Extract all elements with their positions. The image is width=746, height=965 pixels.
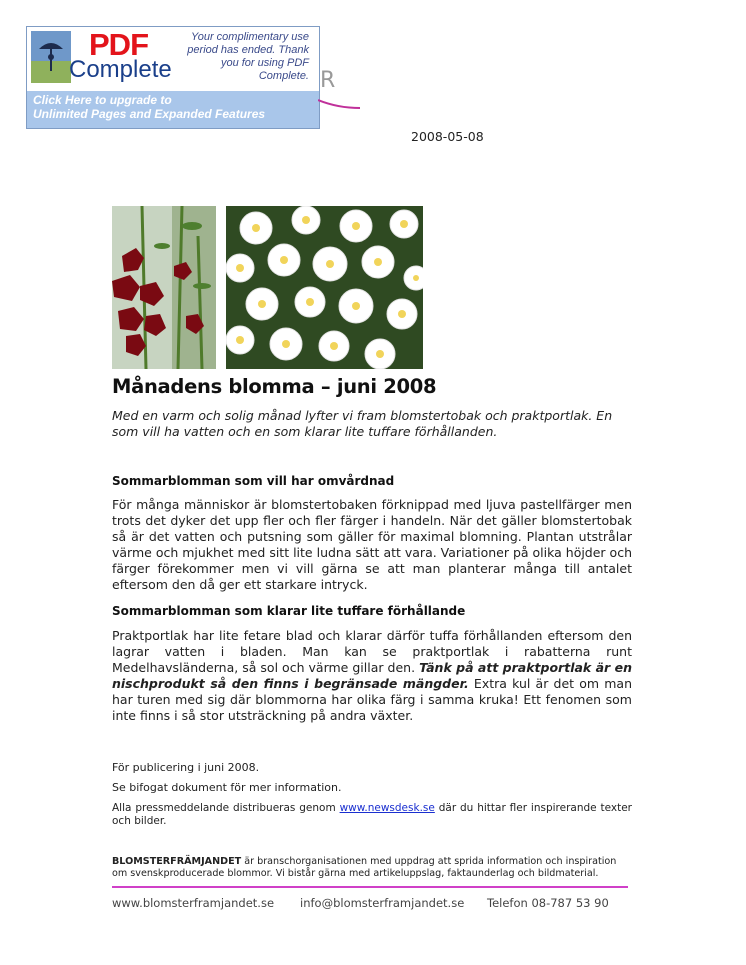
publication-note: För publicering i juni 2008.: [112, 761, 260, 774]
banner-complete-label: Complete: [69, 56, 172, 83]
banner-logo-icon: [31, 31, 71, 83]
banner-message: Your complimentary use period has ended. Thank you for using PDF Complete.: [187, 31, 309, 82]
upgrade-banner[interactable]: [26, 26, 320, 129]
organization-text: är branschorganisationen med uppdrag att sprida information och inspiration om svenskproducerade blommor. Vi bistår gärna med artikeluppslag, faktaunderlag och bildmaterial.: [112, 856, 617, 879]
footer-phone: Telefon 08-787 53 90: [487, 896, 609, 910]
press-note: [112, 802, 632, 828]
lead-paragraph: Med en varm och solig månad lyfter vi fram blomstertobak och praktportlak. En som vill ha vatten och en som klarar lite tuffare förhållanden.: [112, 408, 613, 439]
header-logo-fragment: R: [320, 68, 336, 93]
newsdesk-link[interactable]: www.newsdesk.se: [339, 802, 435, 814]
section2-body-end: Extra kul är det om man har turen med sig där blommorna har olika färg i samma kruka! Ett fenomen som inte finns i så stor utsträckning på andra växter.: [112, 676, 632, 723]
section1-body: För många människor är blomstertobaken förknippad med ljuva pastellfärger men trots det dyker det upp fler och fler färger i handeln. När det gäller blomstertobak så är det vatten och putsning som gäller för maximal blomning. Plantan utstrålar värme och mjukhet med sitt lite ludna sätt att vara. Variationer på olika höjder och färger förekommer men vi vill gärna se att man planterar många till antalet eftersom den då ger ett starkare intryck.: [112, 497, 632, 592]
section2-heading: Sommarblomman som klarar lite tuffare förhållande: [112, 604, 466, 618]
upgrade-link-line2[interactable]: Unlimited Pages and Expanded Features: [33, 107, 266, 121]
praktportlak-photo: [226, 206, 423, 369]
organization-description: [112, 856, 632, 880]
banner-pdf-label: PDF: [89, 27, 148, 62]
section1-heading: Sommarblomman som vill har omvårdnad: [112, 474, 395, 488]
upgrade-link[interactable]: [33, 93, 265, 121]
section2-body: [112, 628, 632, 724]
organization-name: BLOMSTERFRÄMJANDET: [112, 856, 242, 867]
page-title: Månadens blomma – juni 2008: [112, 375, 437, 398]
press-note-before: Alla pressmeddelande distribueras genom: [112, 802, 340, 814]
press-note-after: där du hittar fler inspirerande texter och bilder.: [112, 802, 632, 827]
document-date: 2008-05-08: [411, 129, 484, 144]
banner-header: [27, 27, 319, 91]
upgrade-link-line1[interactable]: Click Here to upgrade to: [33, 93, 172, 107]
blomstertobak-photo: [112, 206, 216, 369]
attachment-note: Se bifogat dokument för mer information.: [112, 781, 342, 794]
footer-divider: [112, 886, 628, 888]
footer-email: info@blomsterframjandet.se: [300, 896, 465, 910]
footer-website: www.blomsterframjandet.se: [112, 896, 275, 910]
section2-body-start: Praktportlak har lite fetare blad och klarar därför tuffa förhållanden eftersom den lagrar vatten i bladen. Man kan se praktportlak i rabatterna runt Medelhavsländerna, så sol och värme gillar den.: [112, 628, 632, 675]
logo-swoosh-icon: [318, 96, 360, 110]
section2-body-emphasis: Tänk på att praktportlak är en nischprodukt så den finns i begränsade mängder.: [112, 660, 632, 691]
